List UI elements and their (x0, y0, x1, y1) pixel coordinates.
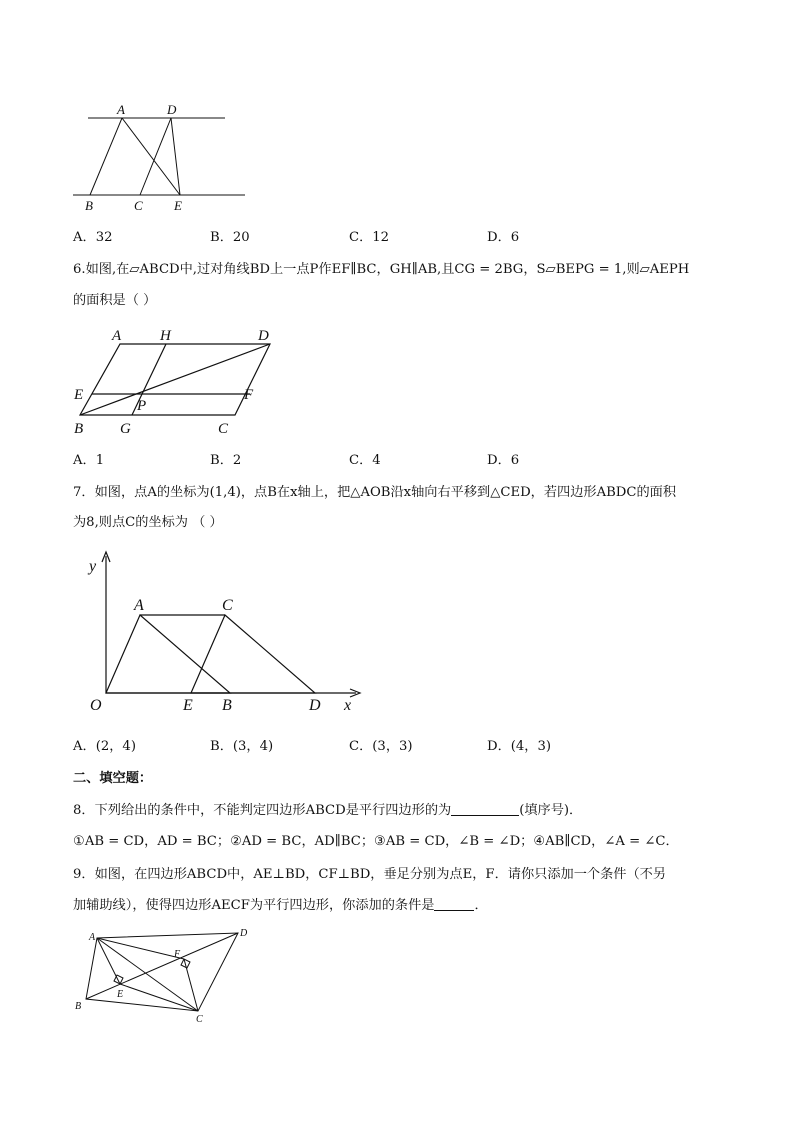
q6-stem-line1: 6.如图,在▱ABCD中,过对角线BD上一点P作EF∥BC，GH∥AB,且CG = 2BG，S▱BEPG = 1,则▱AEPH (73, 262, 690, 277)
q9-diagram (70, 922, 260, 1027)
q9-stem-line1: 9．如图，在四边形ABCD中，AE⊥BD，CF⊥BD，垂足分别为点E，F．请你只添加一个条件（不另 (73, 867, 667, 882)
diagonal-BD (80, 344, 270, 415)
label-D: D (240, 928, 248, 939)
label-E: E (183, 697, 193, 714)
label-G: G (120, 421, 131, 437)
segment-CF (184, 959, 198, 1011)
label-P: P (137, 398, 147, 414)
label-F: F (174, 949, 181, 960)
quadrilateral-ABCD (86, 933, 238, 1011)
triangle-AOB (106, 615, 230, 693)
right-angle-mark-E (114, 975, 123, 984)
label-A: A (89, 932, 96, 943)
q5-option-a: A．32 (73, 230, 113, 245)
q7-diagram (80, 548, 380, 723)
q9-figure (70, 922, 260, 1027)
diagonal-AC (97, 938, 198, 1011)
q5-diagram (70, 98, 250, 218)
q6-option-c: C．4 (349, 453, 381, 468)
label-O: O (90, 697, 102, 714)
q7-option-c: C．(3，3) (349, 739, 413, 754)
label-x: x (344, 697, 352, 714)
triangle-CED (191, 615, 315, 693)
label-F: F (244, 387, 254, 403)
q5-option-c: C．12 (349, 230, 390, 245)
label-C: C (196, 1014, 203, 1025)
label-D: D (167, 102, 177, 117)
segment-AB (90, 118, 122, 195)
label-E: E (74, 387, 84, 403)
q7-stem-line2: 为8,则点C的坐标为 （ ） (73, 515, 223, 530)
q8-answer-blank[interactable] (451, 801, 519, 816)
q6-stem-line2: 的面积是（ ） (73, 293, 157, 308)
segment-AE (122, 118, 180, 195)
q6-option-d: D．6 (487, 453, 520, 468)
label-C: C (222, 597, 233, 614)
label-B: B (75, 1001, 82, 1012)
segment-AF (97, 938, 184, 959)
label-D: D (258, 328, 269, 344)
q9-answer-blank[interactable] (434, 896, 474, 911)
q7-option-b: B．(3，4) (210, 739, 274, 754)
label-A: A (134, 597, 144, 614)
q6-diagram (70, 322, 290, 442)
label-B: B (74, 421, 84, 437)
q8-stem-text: 8．下列给出的条件中，不能判定四边形ABCD是平行四边形的为 (73, 803, 452, 818)
q8-stem-line1 (73, 801, 582, 821)
q8-conditions: ①AB = CD，AD = BC；②AD = BC，AD∥BC；③AB = CD，∠B = ∠D；④AB∥CD，∠A = ∠C． (73, 834, 679, 849)
label-B: B (222, 697, 232, 714)
q7-option-d: D．(4，3) (487, 739, 552, 754)
q7-option-a: A．(2，4) (73, 739, 136, 754)
label-A: A (112, 328, 122, 344)
q6-option-a: A．1 (73, 453, 105, 468)
q7-figure (80, 548, 380, 723)
q9-stem-line2 (73, 896, 488, 916)
label-E: E (117, 989, 124, 1000)
q6-figure (70, 322, 290, 442)
segment-DE (171, 118, 180, 195)
q9-stem-suffix: ． (474, 898, 488, 913)
q5-option-d: D．6 (487, 230, 520, 245)
label-D: D (309, 697, 321, 714)
label-C: C (134, 198, 143, 213)
segment-AE (97, 938, 120, 984)
label-H: H (160, 328, 171, 344)
q5-option-b: B．20 (210, 230, 250, 245)
section-fill-in-title: 二、填空题： (73, 771, 153, 786)
label-E: E (174, 198, 182, 213)
q9-stem-text: 加辅助线），使得四边形AECF为平行四边形，你添加的条件是 (73, 898, 435, 913)
segment-DC (140, 118, 171, 195)
label-y: y (89, 558, 97, 575)
label-B: B (85, 198, 93, 213)
q6-option-b: B．2 (210, 453, 242, 468)
q5-figure (70, 98, 250, 218)
label-C: C (218, 421, 229, 437)
q8-stem-suffix: (填序号)． (519, 803, 583, 818)
q7-stem-line1: 7．如图，点A的坐标为(1,4)，点B在x轴上，把△AOB沿x轴向右平移到△CED，若四边形ABDC的面积 (73, 485, 677, 500)
label-A: A (117, 102, 125, 117)
diagonal-BD (86, 933, 238, 999)
